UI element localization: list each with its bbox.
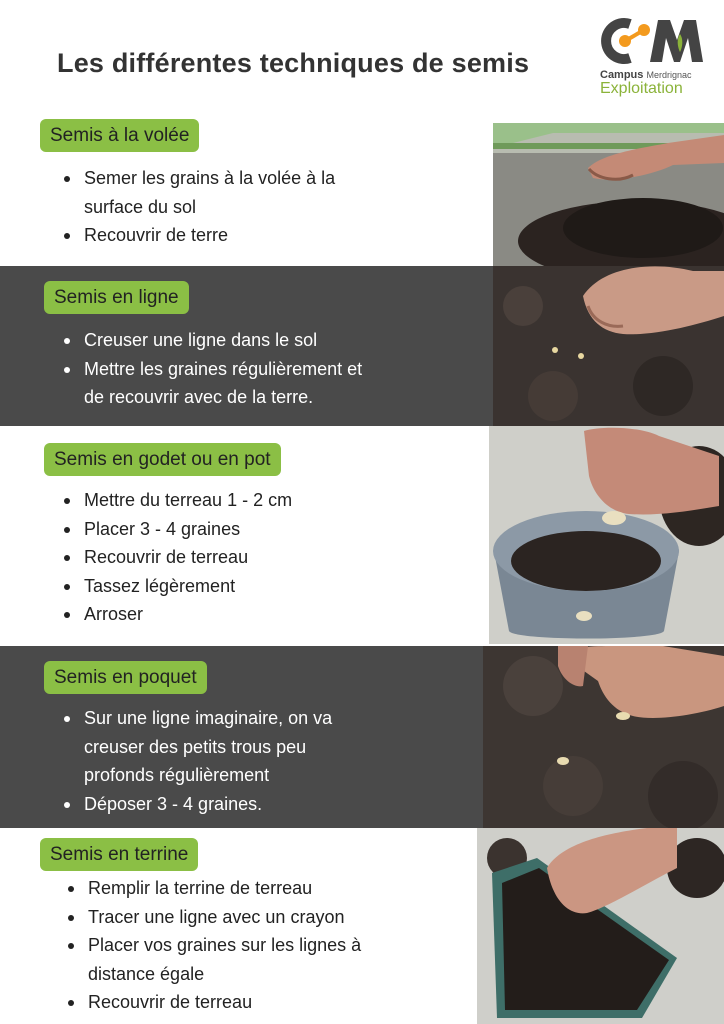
list-item: Recouvrir de terre bbox=[60, 221, 440, 250]
photo-row-sowing bbox=[493, 266, 724, 426]
section-semis-poquet bbox=[0, 646, 724, 828]
logo-campus-text: Campus Merdrignac bbox=[600, 69, 692, 81]
photo-broadcast-sowing bbox=[493, 123, 724, 266]
bullet-list bbox=[60, 164, 440, 250]
page-title: Les différentes techniques de semis bbox=[57, 48, 530, 78]
section-semis-godet bbox=[0, 426, 724, 646]
photo-tray-sowing bbox=[477, 828, 724, 1024]
section-semis-volee bbox=[0, 110, 724, 266]
section-title: Semis en ligne bbox=[44, 281, 189, 314]
photo-pot-sowing bbox=[489, 426, 724, 644]
logo-exploitation-text: Exploitation bbox=[600, 80, 683, 97]
list-item: Creuser une ligne dans le sol bbox=[60, 326, 460, 355]
bullet-list bbox=[64, 874, 474, 1017]
section-title: Semis à la volée bbox=[40, 119, 199, 152]
campus-logo bbox=[600, 16, 710, 100]
list-item: Recouvrir de terreau bbox=[64, 988, 474, 1017]
photo-hill-sowing bbox=[483, 646, 724, 828]
list-item: Mettre du terreau 1 - 2 cm bbox=[60, 486, 460, 515]
section-semis-ligne bbox=[0, 266, 724, 426]
bullet-list bbox=[60, 486, 460, 629]
section-semis-terrine bbox=[0, 828, 724, 1024]
bullet-list bbox=[60, 704, 460, 818]
list-item: Placer vos graines sur les lignes à distance égale bbox=[64, 931, 474, 988]
list-item: Tassez légèrement bbox=[60, 572, 460, 601]
list-item: Déposer 3 - 4 graines. bbox=[60, 790, 460, 819]
list-item: Tracer une ligne avec un crayon bbox=[64, 903, 474, 932]
list-item: Placer 3 - 4 graines bbox=[60, 515, 460, 544]
bullet-list bbox=[60, 326, 460, 412]
list-item: Recouvrir de terreau bbox=[60, 543, 460, 572]
list-item: Semer les grains à la volée à la surface du sol bbox=[60, 164, 440, 221]
section-title: Semis en godet ou en pot bbox=[44, 443, 281, 476]
list-item: Mettre les graines régulièrement et de recouvrir avec de la terre. bbox=[60, 355, 460, 412]
section-title: Semis en terrine bbox=[40, 838, 198, 871]
list-item: Arroser bbox=[60, 600, 460, 629]
list-item: Remplir la terrine de terreau bbox=[64, 874, 474, 903]
list-item: Sur une ligne imaginaire, on va creuser des petits trous peu profonds régulièrement bbox=[60, 704, 460, 790]
campus-logo-icon bbox=[600, 16, 704, 66]
section-title: Semis en poquet bbox=[44, 661, 207, 694]
